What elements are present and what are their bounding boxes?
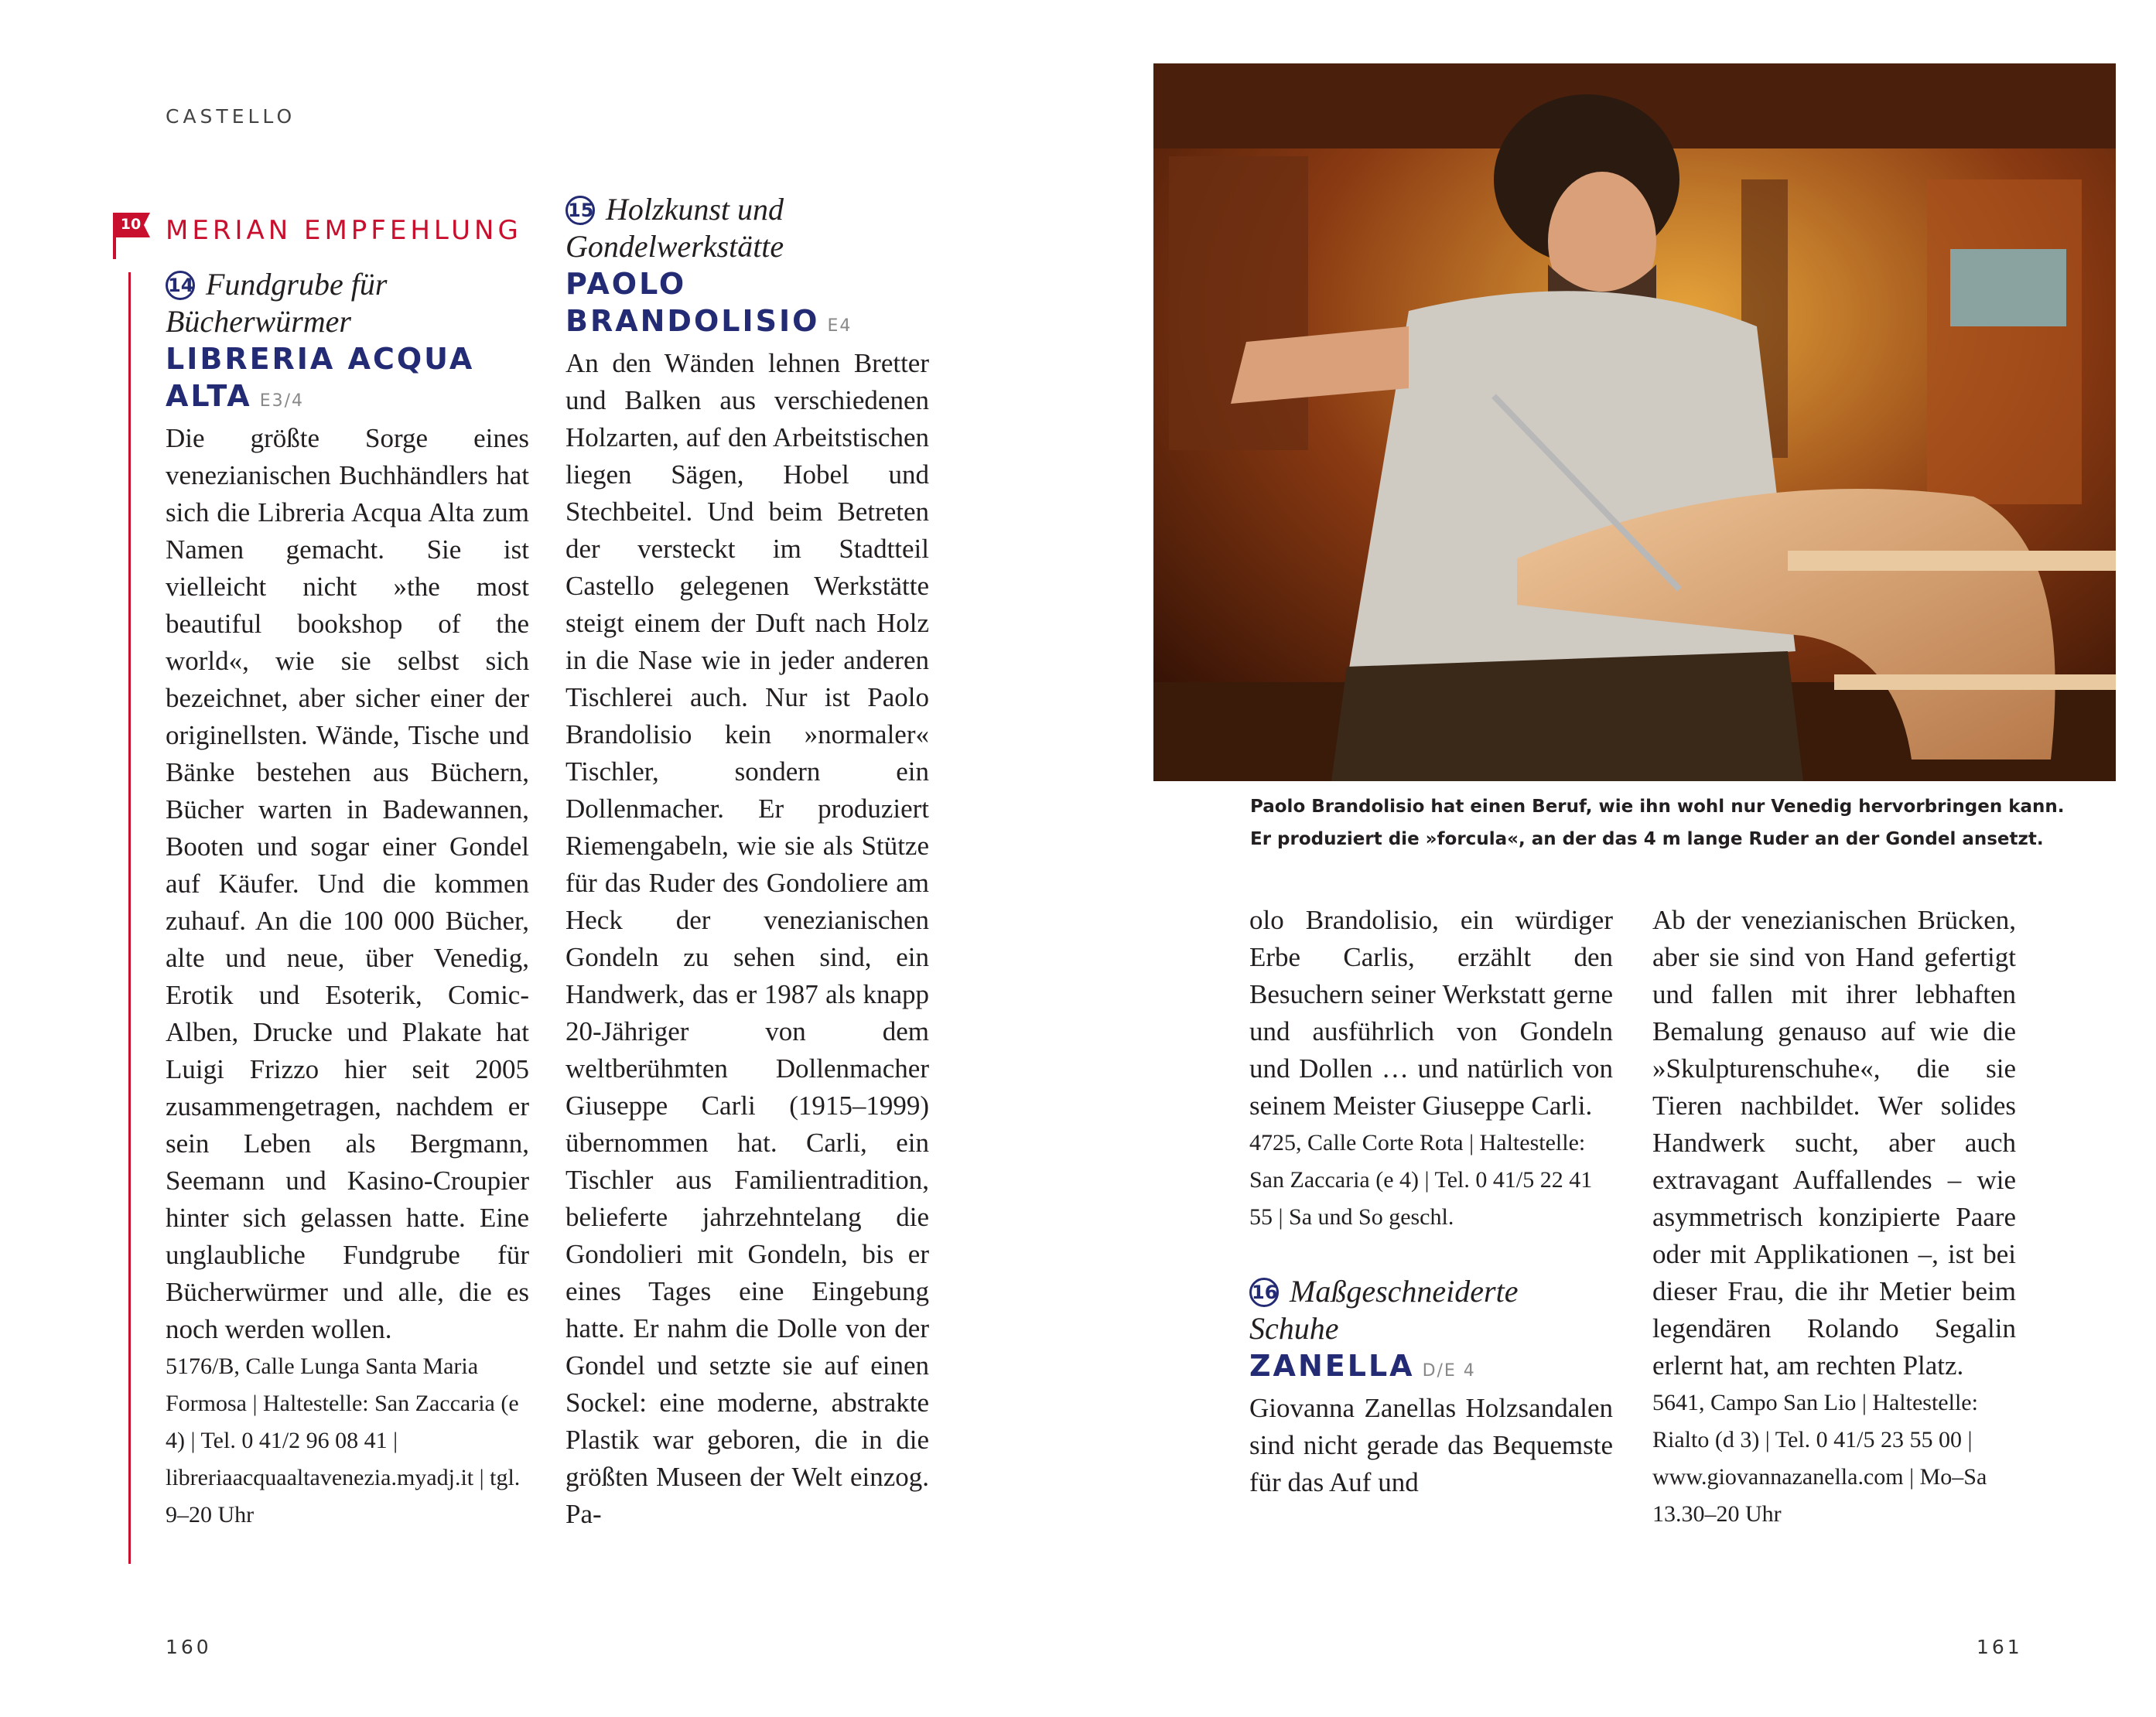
column-3 xyxy=(1249,902,1613,1501)
section-header: CASTELLO xyxy=(166,105,296,128)
workshop-photo xyxy=(1153,63,2116,781)
merian-badge-number: 10 xyxy=(120,216,142,233)
entry-14-grid-ref: E3/4 xyxy=(259,391,305,411)
entry-15-info: 4725, Calle Corte Rota | Haltestelle: San Zaccaria (e 4) | Tel. 0 41/5 22 41 55 | Sa und So geschl. xyxy=(1249,1130,1593,1230)
entry-15-name-1: PAOLO xyxy=(565,267,687,301)
entry-16-body-continued: Ab der venezianischen Brücken, aber sie sind von Hand gefertigt und fallen mit ihrer lebhaften Bemalung genauso auf wie die »Skulpturenschuhe«, die sie Tieren nachbildet. Wer solides Handwerk sucht, aber auch extravagant Auffallendes – wie asymmetrisch konzipierte Paare oder mit Applikationen –, ist bei dieser Frau, die ihr Metier beim legendären Rolando Segalin erlernt hat, am rechten Platz. xyxy=(1652,905,2016,1381)
photo-caption xyxy=(1250,790,2101,855)
entry-15-grid-ref: E4 xyxy=(827,316,852,336)
entry-15-body: An den Wänden lehnen Bretter und Balken aus verschiedenen Holzarten, auf den Arbeitstischen liegen Sägen, Hobel und Stechbeitel. Und beim Betreten der versteckt im Stadtteil Castello gelegenen Werkstätte steigt einem der Duft nach Holz in die Nase wie in jeder anderen Tischlerei auch. Nur ist Paolo Brandolisio kein »normaler« Tischler, sondern ein Dollenmacher. Er produziert Riemengabeln, wie sie als Stütze für das Ruder des Gondoliere am Heck der venezianischen Gondeln zu sehen sind, ein Handwerk, das er 1987 als knapp 20-Jähriger von dem weltberühmten Dollenmacher Giuseppe Carli (1915–1999) übernommen hat. Carli, ein Tischler aus Familientradition, belieferte jahrzehntelang die Gondolieri mit Gondeln, bis er eines Tages eine Eingebung hatte. Er nahm die Dolle von der Gondel und setzte sie auf einen Sockel: eine moderne, abstrakte Plastik war geboren, die in die größten Museen der Welt einzog. Pa- xyxy=(565,348,929,1529)
entry-16-name: ZANELLA xyxy=(1249,1349,1415,1383)
entry-14-info: 5176/B, Calle Lunga Santa Maria Formosa | Haltestelle: San Zaccaria (e 4) | Tel. 0 41/2 96 08 41 | libreriaacquaaltavenezia.myadj.it | tgl. 9–20 Uhr xyxy=(166,1353,521,1528)
merian-marker-line xyxy=(128,272,131,1564)
entry-15-subtitle-1: Holzkunst und xyxy=(606,192,784,227)
merian-label: MERIAN EMPFEHLUNG xyxy=(166,215,522,246)
page-number-left: 160 xyxy=(166,1636,212,1658)
entry-14-body: Die größte Sorge eines venezianischen Buchhändlers hat sich die Libreria Acqua Alta zum Namen gemacht. Sie ist vielleicht nicht »the most beautiful bookshop of the world«, wie sie selbst sich bezeichnet, aber sicher einer der originellsten. Wände, Tische und Bänke bestehen aus Büchern, Bücher warten in Badewannen, Booten und sogar einer Gondel auf Käufer. Und die kommen zuhauf. An die 100 000 Bücher, alte und neue, über Venedig, Erotik und Esoterik, Comic-Alben, Drucke und Plakate hat Luigi Frizzo hier seit 2005 zusammengetragen, nachdem er sein Leben als Bergmann, Seemann und Kasino-Croupier hinter sich gelassen hatte. Eine unglaubliche Fundgrube für Bücherwürmer und alle, die es noch werden wollen. xyxy=(166,423,529,1344)
entry-15-subtitle-2: Gondelwerkstätte xyxy=(565,229,784,264)
merian-flag-icon xyxy=(113,213,150,263)
entry-16-subtitle-1: Maßgeschneiderte xyxy=(1290,1274,1519,1309)
entry-15-body-continued: olo Brandolisio, ein würdiger Erbe Carlis, erzählt den Besuchern seiner Werkstatt gerne und ausführlich von Gondeln und Dollen … und natürlich von seinem Meister Giuseppe Carli. xyxy=(1249,905,1613,1121)
entry-15 xyxy=(565,191,929,1533)
column-4 xyxy=(1652,902,2016,1533)
caption-line-2: Er produziert die »forcula«, an der das 4 m lange Ruder an der Gondel ansetzt. xyxy=(1250,829,2044,849)
page-number-right: 161 xyxy=(1977,1636,2023,1658)
entry-14-name-1: LIBRERIA ACQUA xyxy=(166,342,475,376)
entry-number-14: 14 xyxy=(166,271,195,300)
entry-16-grid-ref: D/E 4 xyxy=(1422,1361,1476,1381)
caption-line-1: Paolo Brandolisio hat einen Beruf, wie ihn wohl nur Venedig hervorbringen kann. xyxy=(1250,797,2065,817)
entry-number-15: 15 xyxy=(565,196,595,225)
entry-15-name-2: BRANDOLISIO xyxy=(565,304,820,338)
entry-14-subtitle-1: Fundgrube für xyxy=(206,267,388,302)
entry-16-body: Giovanna Zanellas Holzsandalen sind nicht gerade das Bequemste für das Auf und xyxy=(1249,1393,1613,1497)
entry-14-name-2: ALTA xyxy=(166,379,252,413)
entry-16-subtitle-2: Schuhe xyxy=(1249,1311,1339,1346)
entry-14 xyxy=(166,266,529,1534)
entry-14-subtitle-2: Bücherwürmer xyxy=(166,304,351,339)
entry-number-16: 16 xyxy=(1249,1278,1279,1307)
entry-16-info: 5641, Campo San Lio | Haltestelle: Rialto (d 3) | Tel. 0 41/5 23 55 00 | www.giovannazanella.com | Mo–Sa 13.30–20 Uhr xyxy=(1652,1390,1987,1527)
